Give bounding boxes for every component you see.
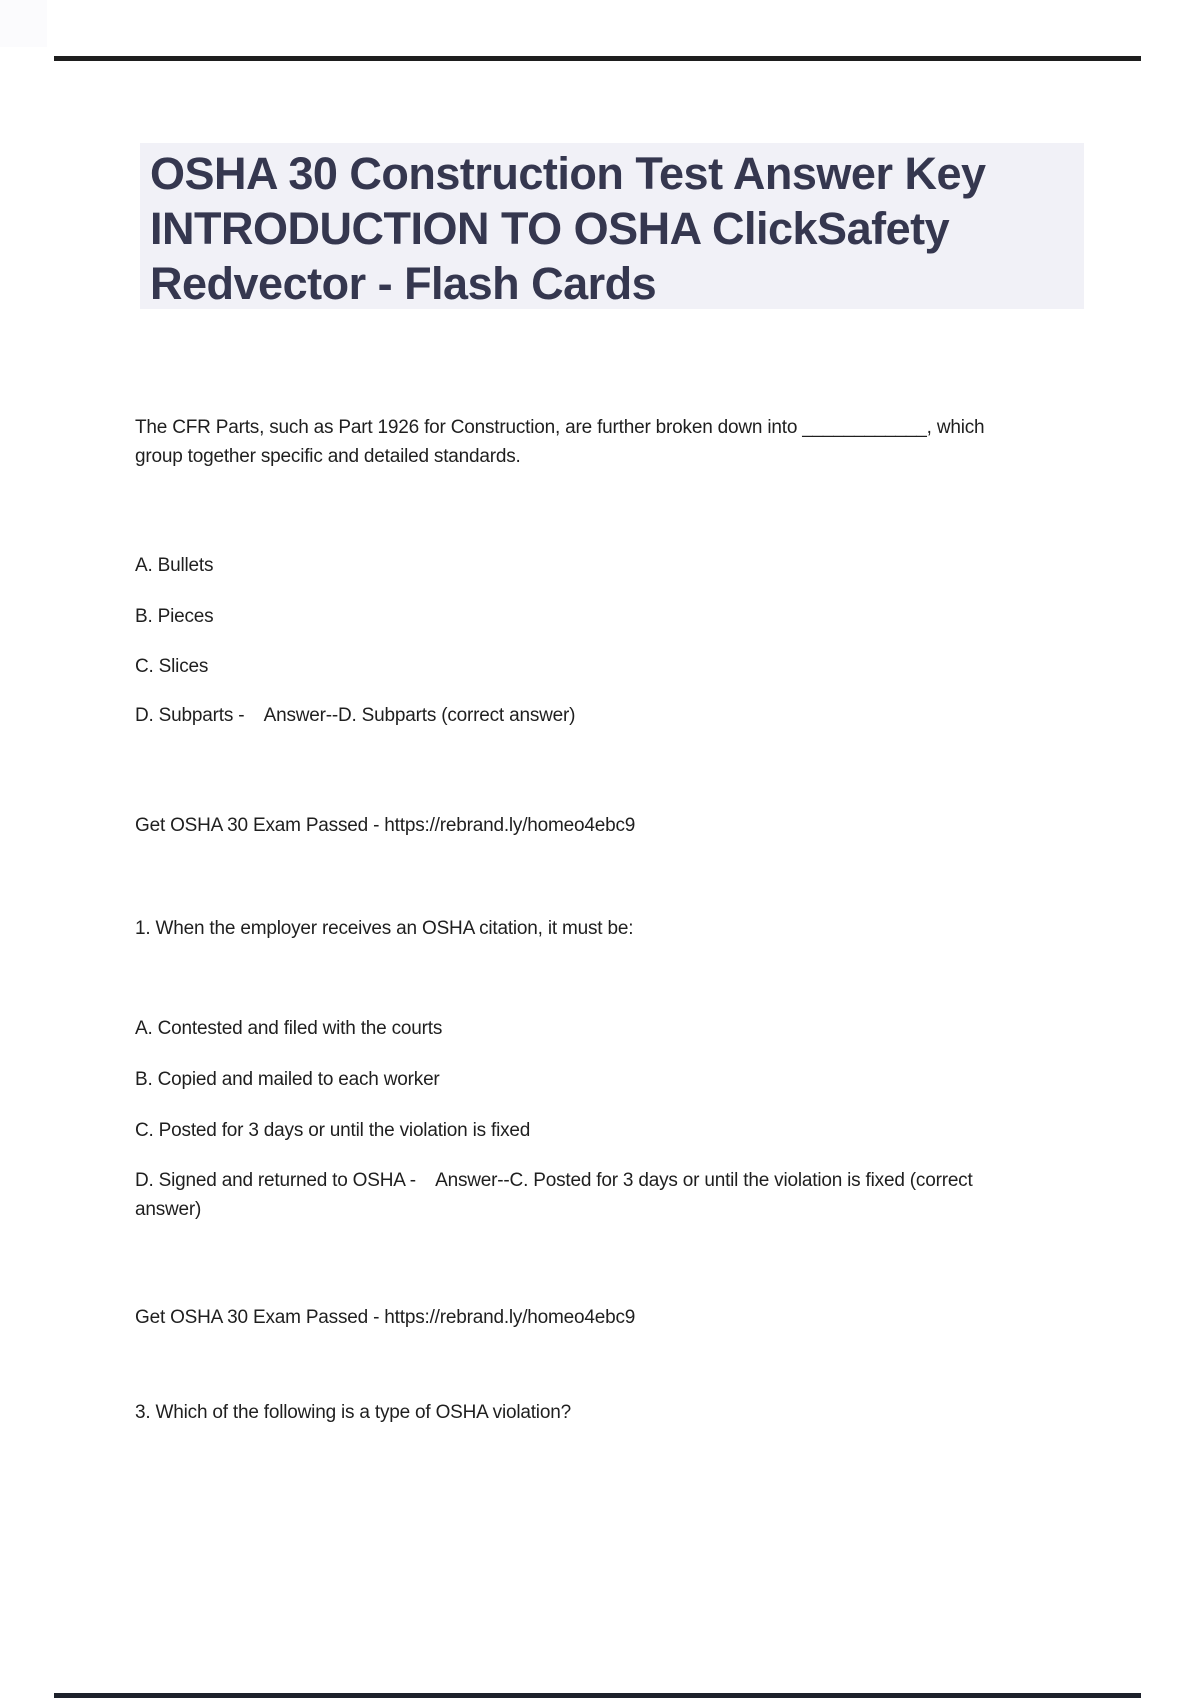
question-cfr-prompt-line-1: The CFR Parts, such as Part 1926 for Construction, are further broken down into ____________, which [135, 417, 985, 438]
document-title [140, 143, 1084, 309]
top-divider-rule [54, 56, 1141, 61]
option-text: C. Posted for 3 days or until the violation is fixed [135, 1120, 531, 1141]
bottom-divider-rule [54, 1693, 1141, 1698]
option-text: B. Pieces [135, 606, 214, 627]
question-cfr-option-a [135, 551, 1135, 580]
option-text-line-2: answer) [135, 1199, 202, 1220]
promo-link-1 [135, 811, 1135, 840]
option-text: A. Contested and filed with the courts [135, 1018, 443, 1039]
promo-link-2 [135, 1303, 1135, 1332]
question-cfr-option-c [135, 652, 1135, 681]
question-cfr-prompt-line-2: group together specific and detailed standards. [135, 446, 521, 467]
question-text: 1. When the employer receives an OSHA citation, it must be: [135, 918, 634, 939]
option-text-line-1: D. Signed and returned to OSHA - Answer--C. Posted for 3 days or until the violation is fixed (correct [135, 1170, 973, 1191]
question-1-option-a [135, 1014, 1135, 1043]
question-cfr-prompt [135, 413, 1135, 471]
question-1-option-b [135, 1065, 1135, 1094]
question-text: 3. Which of the following is a type of OSHA violation? [135, 1402, 571, 1423]
question-3-prompt [135, 1398, 1135, 1427]
option-text: A. Bullets [135, 555, 214, 576]
title-line-3: Redvector - Flash Cards [150, 258, 657, 309]
question-cfr-option-b [135, 602, 1135, 631]
corner-artifact [0, 0, 47, 47]
question-1-option-d-answer [135, 1166, 1135, 1224]
title-line-2: INTRODUCTION TO OSHA ClickSafety [150, 203, 950, 254]
option-text: D. Subparts - Answer--D. Subparts (correct answer) [135, 705, 576, 726]
promo-link-text: Get OSHA 30 Exam Passed - https://rebrand.ly/homeo4ebc9 [135, 815, 636, 836]
title-line-1: OSHA 30 Construction Test Answer Key [150, 148, 986, 199]
option-text: B. Copied and mailed to each worker [135, 1069, 440, 1090]
question-1-option-c [135, 1116, 1135, 1145]
option-text: C. Slices [135, 656, 209, 677]
question-1-prompt [135, 914, 1135, 943]
question-cfr-option-d-answer [135, 701, 1135, 730]
promo-link-text: Get OSHA 30 Exam Passed - https://rebrand.ly/homeo4ebc9 [135, 1307, 636, 1328]
